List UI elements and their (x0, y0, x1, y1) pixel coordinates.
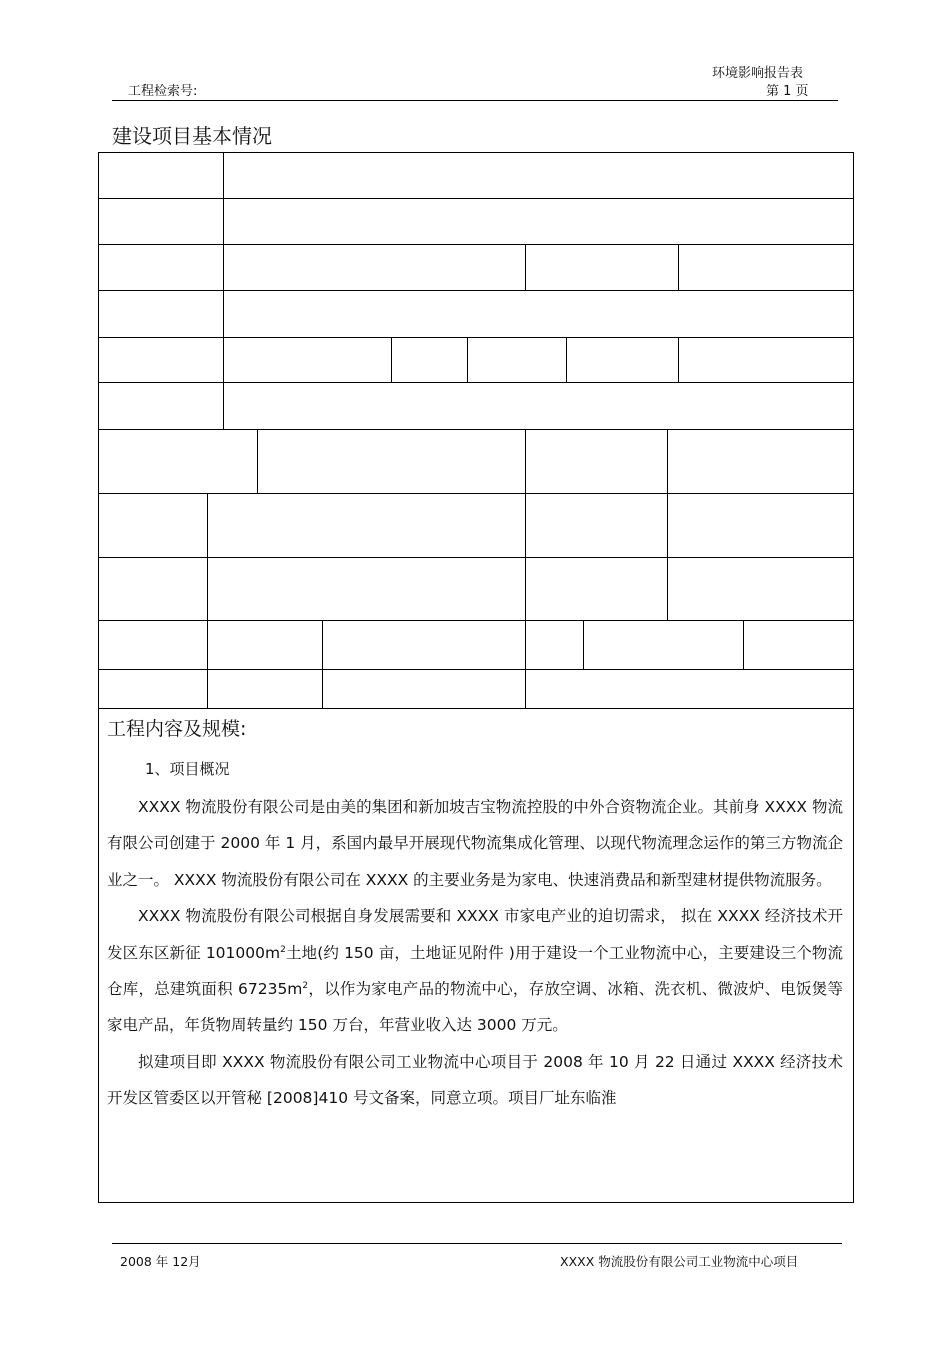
paragraph-2 (107, 898, 843, 1044)
table-row-line (99, 557, 854, 558)
area-unit-superscript: 2 (302, 980, 309, 991)
table-row-line (99, 493, 854, 494)
page-number-label: 第 1 页 (766, 84, 809, 99)
area-unit-superscript: 2 (280, 944, 286, 955)
table-col-line (207, 493, 208, 708)
table-col-line (583, 620, 584, 669)
header-rule (112, 100, 838, 101)
project-overview-text (107, 789, 843, 1117)
paragraph-3: 拟建项目即 XXXX 物流股份有限公司工业物流中心项目于 2008 年 10 月 22 日通过 XXXX 经济技术开发区管委区以开管秘 [2008]410 号文备案，同意立项。项目厂址东临淮 (107, 1052, 843, 1108)
basic-info-table (98, 152, 854, 1203)
table-col-line (678, 337, 679, 382)
table-row-line (99, 244, 854, 245)
table-col-line (667, 429, 668, 620)
table-row-line (99, 382, 854, 383)
table-col-line (743, 620, 744, 669)
paragraph-2-part-c: ，以作为家电产品的物流中心，存放空调、冰箱、洗衣机、微波炉、电饭煲等家电产品，年货物周转量约 150 万台，年营业收入达 3000 万元。 (107, 980, 843, 1035)
table-row-line (99, 337, 854, 338)
table-col-line (391, 337, 392, 382)
table-row-line (99, 429, 854, 430)
table-row-line (99, 708, 854, 709)
table-row-line (99, 669, 854, 670)
table-col-line (257, 429, 258, 493)
doc-type-label: 环境影响报告表 (712, 66, 804, 81)
paragraph-1: XXXX 物流股份有限公司是由美的集团和新加坡吉宝物流控股的中外合资物流企业。其前身 XXXX 物流有限公司创建于 2000 年 1 月，系国内最早开展现代物流集成化管理、以现代物流理念运作的第三方物流企业之一。 XXXX 物流股份有限公司在 XXXX 的主要业务是为家电、快速消费品和新型建材提供物流服务。 (107, 798, 843, 889)
table-col-line (525, 429, 526, 708)
table-col-line (223, 153, 224, 429)
table-col-line (322, 620, 323, 708)
table-col-line (566, 337, 567, 382)
paragraph-2-part-a: XXXX 物流股份有限公司根据自身发展需要和 XXXX 市家电产业的迫切需求， 拟在 XXXX 经济技术开发区东区新征 101000m (107, 907, 843, 962)
table-row-line (99, 290, 854, 291)
table-col-line (467, 337, 468, 382)
footer-rule (112, 1243, 842, 1244)
paragraph-2-part-b: 土地(约 150 亩，土地证见附件 )用于建设一个工业物流中心，主要建设三个物流仓库，总建筑面积 67235m (107, 943, 843, 999)
table-row-line (99, 620, 854, 621)
section-title-content-scale: 工程内容及规模: (107, 718, 247, 740)
footer-date: 2008 年 12月 (120, 1254, 201, 1269)
section-title-basic-info: 建设项目基本情况 (112, 124, 272, 148)
table-col-line (678, 244, 679, 290)
footer-project-name: XXXX 物流股份有限公司工业物流中心项目 (560, 1254, 799, 1269)
table-row-line (99, 198, 854, 199)
search-number-label: 工程检索号: (128, 84, 198, 99)
subsection-title-overview: 1、项目概况 (145, 760, 230, 778)
table-col-line (525, 244, 526, 290)
